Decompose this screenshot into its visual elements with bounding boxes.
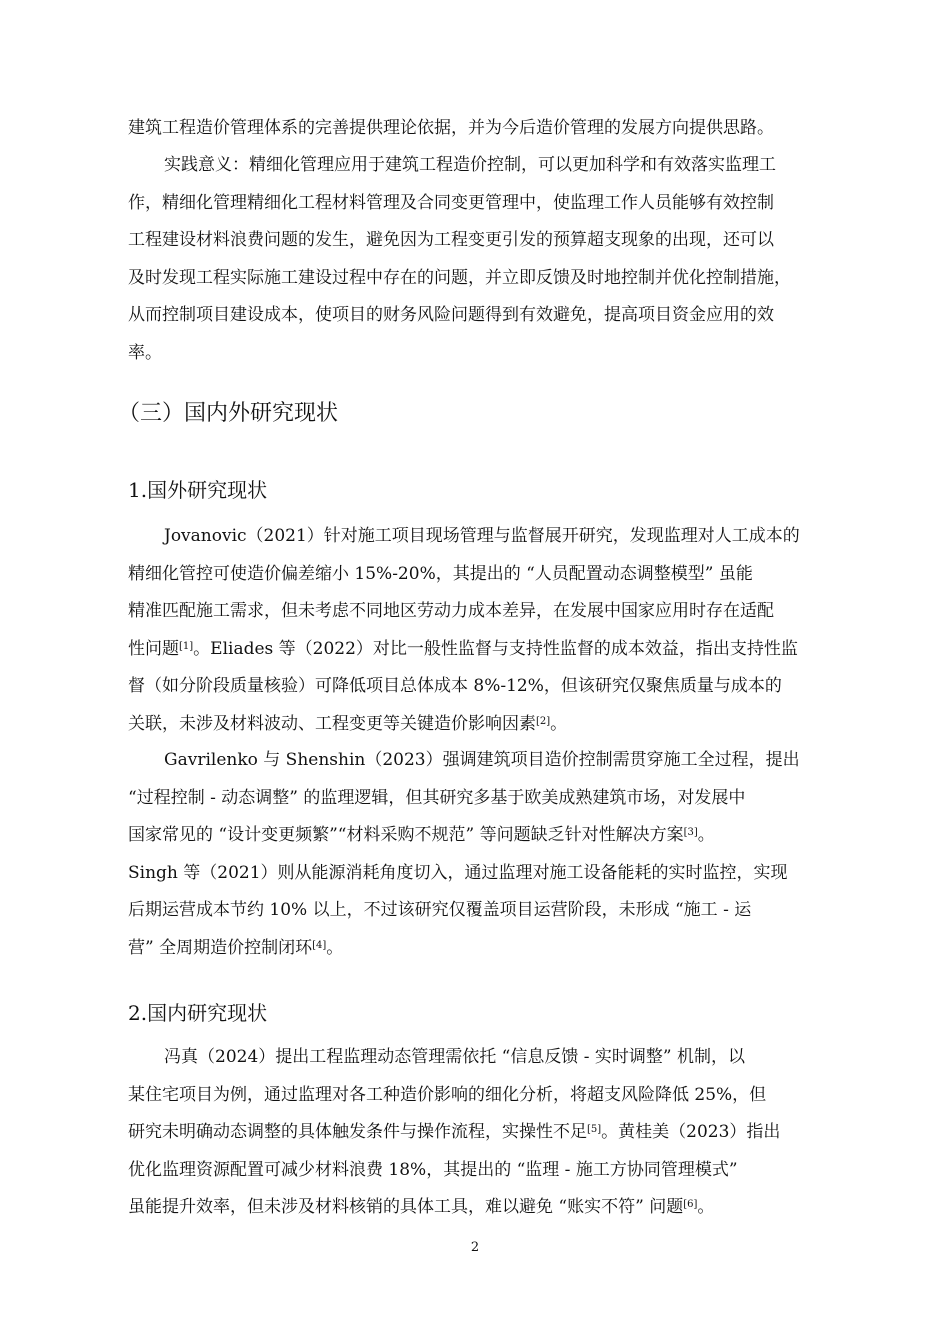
text-line: 工程建设材料浪费问题的发生，避免因为工程变更引发的预算超支现象的出现，还可以 (128, 230, 774, 250)
text-fragment: 研究未明确动态调整的具体触发条件与操作流程，实操性不足 (128, 1122, 587, 1142)
text-line (128, 930, 858, 968)
text-line: 优化监理资源配置可减少材料浪费 18%，其提出的 “监理 - 施工方协同管理模式” (128, 1159, 738, 1180)
text-fragment: 。 (697, 1197, 715, 1217)
text-line: 建筑工程造价管理体系的完善提供理论依据，并为今后造价管理的发展方向提供思路。 (128, 118, 774, 138)
paragraph-continuation (128, 110, 858, 148)
text-line: “过程控制 - 动态调整” 的监理逻辑，但其研究多基于欧美成熟建筑市场，对发展中 (128, 787, 746, 808)
text-fragment: 。 (550, 713, 568, 734)
text-line: 督（如分阶段质量核验）可降低项目总体成本 8%-12%，但该研究仅聚焦质量与成本的 (128, 676, 782, 696)
text-line: 及时发现工程实际施工建设过程中存在的问题，并立即反馈及时地控制并优化控制措施， (128, 267, 791, 288)
text-line (128, 631, 858, 669)
citation-ref: [5] (587, 1124, 602, 1135)
text-fragment: 性问题 (128, 638, 179, 659)
text-line: 从而控制项目建设成本，使项目的财务风险问题得到有效避免，提高项目资金应用的效 (128, 305, 774, 325)
text-fragment: 。Eliades 等（2022）对比一般性监督与支持性监督的成本效益，指出支持性监 (193, 638, 798, 659)
text-line: 实践意义：精细化管理应用于建筑工程造价控制，可以更加科学和有效落实监理工 (164, 155, 776, 175)
text-line (128, 706, 858, 744)
paragraph-domestic-research (128, 1039, 858, 1227)
subheading-foreign-research: 1.国外研究现状 (128, 478, 268, 502)
citation-ref: [3] (683, 827, 698, 838)
text-line (128, 817, 858, 855)
text-line: 精准匹配施工需求，但未考虑不同地区劳动力成本差异，在发展中国家应用时存在适配 (128, 601, 774, 621)
text-line: 冯真（2024）提出工程监理动态管理需依托 “信息反馈 - 实时调整” 机制，以 (164, 1047, 746, 1067)
paragraph-foreign-research-1 (128, 518, 858, 743)
text-fragment: 虽能提升效率，但未涉及材料核销的具体工具，难以避免 “账实不符” 问题 (128, 1197, 684, 1217)
text-line: Jovanovic（2021）针对施工项目现场管理与监督展开研究，发现监理对人工成本的 (164, 526, 800, 546)
text-fragment: 。黄桂美（2023）指出 (601, 1122, 781, 1142)
citation-ref: [6] (683, 1199, 698, 1210)
text-line: 某住宅项目为例，通过监理对各工种造价影响的细化分析，将超支风险降低 25%，但 (128, 1084, 767, 1105)
text-fragment: 国家常见的 “设计变更频繁”“材料采购不规范” 等问题缺乏针对性解决方案 (128, 825, 684, 845)
text-fragment: 。 (326, 937, 344, 958)
text-line: Gavrilenko 与 Shenshin（2023）强调建筑项目造价控制需贯穿施工全过程，提出 (164, 750, 800, 770)
paragraph-practical-significance (128, 147, 858, 372)
text-fragment: 营” 全周期造价控制闭环 (128, 937, 313, 958)
subheading-domestic-research: 2.国内研究现状 (128, 1001, 268, 1025)
page-number: 2 (470, 1240, 480, 1255)
text-line (128, 1114, 858, 1152)
text-line: 作，精细化管理精细化工程材料管理及合同变更管理中，使监理工作人员能够有效控制 (128, 192, 774, 213)
citation-ref: [4] (312, 939, 327, 951)
text-line: 精细化管控可使造价偏差缩小 15%-20%，其提出的 “人员配置动态调整模型” 虽能 (128, 563, 753, 584)
text-line: Singh 等（2021）则从能源消耗角度切入，通过监理对施工设备能耗的实时监控，实现 (128, 862, 788, 883)
section-heading: （三）国内外研究现状 (118, 401, 339, 426)
citation-ref: [1] (179, 640, 194, 652)
text-line: 率。 (128, 342, 162, 363)
citation-ref: [2] (536, 715, 551, 727)
text-line: 后期运营成本节约 10% 以上，不过该研究仅覆盖项目运营阶段，未形成 “施工 - 运 (128, 900, 752, 920)
text-fragment: 。 (697, 825, 715, 845)
paragraph-foreign-research-2 (128, 742, 858, 967)
text-fragment: 关联，未涉及材料波动、工程变更等关键造价影响因素 (128, 713, 536, 734)
text-line (128, 1189, 858, 1227)
